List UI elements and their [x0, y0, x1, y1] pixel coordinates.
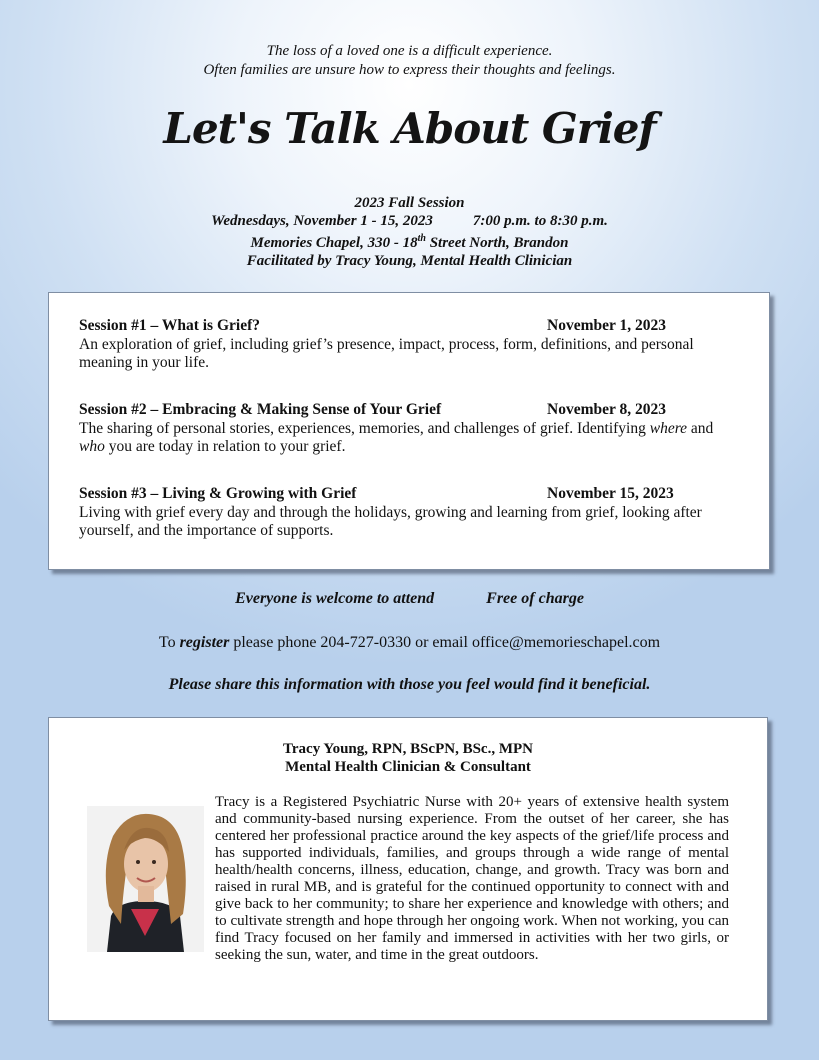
intro-text	[0, 42, 819, 80]
bio-heading	[49, 740, 767, 776]
session-title: Session #3 – Living & Growing with Grief	[79, 485, 357, 502]
session-name: 2023 Fall Session	[354, 195, 465, 211]
event-info	[0, 194, 819, 270]
session-date: November 1, 2023	[547, 317, 666, 334]
session-description	[79, 420, 739, 457]
welcome-text: Everyone is welcome to attend	[235, 590, 435, 607]
event-schedule	[0, 212, 819, 230]
facilitator: Facilitated by Tracy Young, Mental Health Clinician	[246, 253, 573, 269]
event-dates: Wednesdays, November 1 - 15, 2023	[211, 213, 433, 229]
free-text: Free of charge	[486, 590, 584, 607]
intro-line-2: Often families are unsure how to express their thoughts and feelings.	[203, 62, 616, 78]
sessions-box	[48, 292, 770, 570]
share-note: Please share this information with those you feel would find it beneficial.	[168, 676, 651, 693]
bio-paragraph: Tracy is a Registered Psychiatric Nurse with 20+ years of extensive health system and community-based nursing experience. From the outset of her career, she has centered her professional practice around the key aspects of the grief/life process and has supported individuals, families, and groups through a wide range of mental health/health concerns, illness, education, change, and growth. Tracy was born and raised in rural MB, and is grateful for the continued opportunity to connect with and give back to her community; to share her experience and knowledge with others; and to cultivate strength and hope through her ongoing work. When not working, you can find Tracy focused on her family and immersed in activities with her two girls, or seeking the sun, water, and time in the great outdoors.	[215, 794, 729, 963]
desc-text: you are today in relation to your grief.	[104, 438, 346, 455]
page-title: Let's Talk About Grief	[163, 104, 656, 153]
desc-emphasis: where	[649, 419, 688, 437]
register-line	[0, 634, 819, 652]
location-sup: th	[417, 233, 426, 244]
session-1	[79, 317, 739, 373]
session-2	[79, 401, 739, 457]
desc-text: The sharing of personal stories, experiences, memories, and challenges of grief. Identifying	[79, 419, 650, 437]
register-emphasis: register	[179, 634, 230, 651]
session-description: An exploration of grief, including grief’s presence, impact, process, form, definitions, and personal meaning in your life.	[79, 335, 694, 371]
event-time: 7:00 p.m. to 8:30 p.m.	[472, 213, 608, 229]
bio-name: Tracy Young, RPN, BScPN, BSc., MPN	[283, 741, 533, 757]
register-prefix: To	[158, 634, 180, 651]
session-3	[79, 485, 739, 541]
intro-line-1: The loss of a loved one is a difficult experience.	[266, 43, 553, 59]
event-location	[0, 230, 819, 252]
desc-text: and	[687, 419, 714, 437]
bio-role: Mental Health Clinician & Consultant	[285, 759, 531, 775]
register-contact: please phone 204-727-0330 or email office@memorieschapel.com	[229, 634, 661, 651]
welcome-line	[0, 590, 819, 608]
session-date: November 8, 2023	[547, 401, 666, 418]
session-description: Living with grief every day and through the holidays, growing and learning from grief, looking after yourself, and the importance of supports.	[79, 503, 702, 539]
location-suffix: Street North, Brandon	[425, 235, 569, 251]
session-date: November 15, 2023	[547, 485, 674, 502]
session-title: Session #2 – Embracing & Making Sense of Your Grief	[79, 401, 442, 418]
session-title: Session #1 – What is Grief?	[79, 317, 260, 334]
bio-text	[79, 794, 729, 964]
bio-box	[48, 717, 768, 1021]
desc-emphasis: who	[79, 438, 105, 455]
location-prefix: Memories Chapel, 330 - 18	[250, 235, 418, 251]
